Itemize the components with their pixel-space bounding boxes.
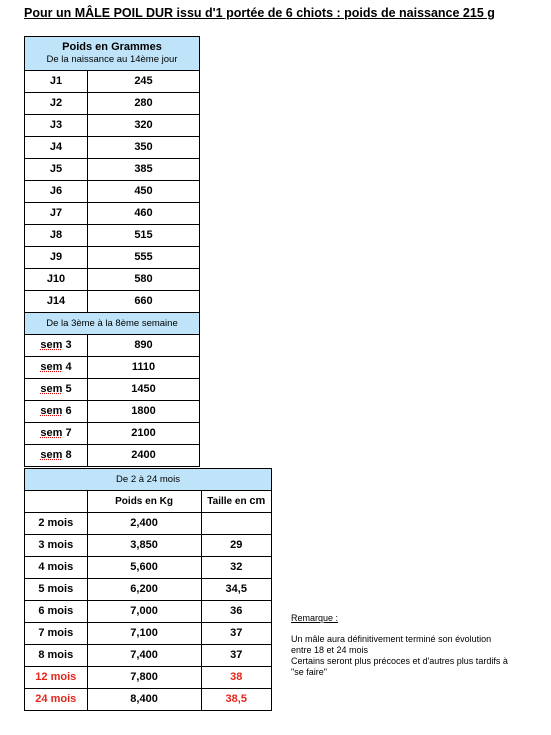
- table-row: [25, 93, 200, 115]
- day-label: J8: [25, 225, 88, 247]
- weight-grams: 515: [88, 225, 200, 247]
- weight-grams: 385: [88, 159, 200, 181]
- column-header-size-prefix: Taille en: [207, 496, 247, 507]
- week-prefix: sem: [40, 427, 63, 439]
- weight-kg: 7,100: [87, 623, 201, 645]
- weight-grams: 1110: [88, 357, 200, 379]
- remark-line: "se faire": [291, 667, 327, 677]
- age-label: 7 mois: [25, 623, 88, 645]
- table-row: [25, 445, 200, 467]
- table-row: [25, 247, 200, 269]
- size-cm: 32: [201, 557, 271, 579]
- week-number: 5: [65, 383, 72, 395]
- weight-grams: 2400: [88, 445, 200, 467]
- header-main: Poids en Grammes: [62, 41, 162, 54]
- size-cm: 38,5: [201, 689, 271, 711]
- day-label: J5: [25, 159, 88, 181]
- table-header-row: [25, 313, 200, 335]
- week-label: [25, 335, 88, 357]
- table-row: [25, 335, 200, 357]
- weight-grams: 555: [88, 247, 200, 269]
- weight-grams: 1800: [88, 401, 200, 423]
- table-row: [25, 513, 272, 535]
- column-header-size: [201, 491, 271, 513]
- day-label: J14: [25, 291, 88, 313]
- week-number: 3: [65, 339, 72, 351]
- age-label: 8 mois: [25, 645, 88, 667]
- empty-header-cell: [25, 491, 88, 513]
- size-cm: 29: [201, 535, 271, 557]
- weight-grams: 350: [88, 137, 200, 159]
- weight-kg: 3,850: [87, 535, 201, 557]
- table-row: [25, 269, 200, 291]
- day-label: J6: [25, 181, 88, 203]
- day-label: J4: [25, 137, 88, 159]
- week-prefix: sem: [40, 361, 63, 373]
- table-row: [25, 225, 200, 247]
- weight-kg: 7,000: [87, 601, 201, 623]
- week-label: [25, 357, 88, 379]
- weight-grams: 580: [88, 269, 200, 291]
- header-sub: De la naissance au 14ème jour: [46, 54, 178, 66]
- day-label: J1: [25, 71, 88, 93]
- day-label: J2: [25, 93, 88, 115]
- table-row: [25, 623, 272, 645]
- size-cm: 37: [201, 623, 271, 645]
- weight-kg: 8,400: [87, 689, 201, 711]
- weight-grams: 460: [88, 203, 200, 225]
- column-header-row: [25, 491, 272, 513]
- page-title: Pour un MÂLE POIL DUR issu d'1 portée de 6 chiots : poids de naissance 215 g: [24, 6, 495, 20]
- table-header: [25, 37, 200, 71]
- age-label: 3 mois: [25, 535, 88, 557]
- weight-kg: 5,600: [87, 557, 201, 579]
- table-row: [25, 423, 200, 445]
- section-header-weeks: De la 3ème à la 8ème semaine: [25, 313, 200, 335]
- week-number: 7: [65, 427, 72, 439]
- week-prefix: sem: [40, 339, 63, 351]
- week-number: 4: [65, 361, 72, 373]
- day-label: J3: [25, 115, 88, 137]
- age-label: 24 mois: [25, 689, 88, 711]
- table-row: [25, 71, 200, 93]
- table-row: [25, 137, 200, 159]
- remark-line: entre 18 et 24 mois: [291, 645, 369, 655]
- table-row: [25, 379, 200, 401]
- table-row: [25, 159, 200, 181]
- table-row: [25, 401, 200, 423]
- table-header-row: [25, 37, 200, 71]
- table-row: [25, 689, 272, 711]
- age-label: 12 mois: [25, 667, 88, 689]
- table-row: [25, 181, 200, 203]
- table-row: [25, 645, 272, 667]
- size-cm: [201, 513, 271, 535]
- week-label: [25, 379, 88, 401]
- table-row: [25, 291, 200, 313]
- remark-line: Un mâle aura définitivement terminé son évolution: [291, 634, 492, 644]
- weight-grams: 2100: [88, 423, 200, 445]
- week-label: [25, 445, 88, 467]
- weight-size-table-months: [24, 468, 272, 711]
- table-row: [25, 535, 272, 557]
- remark-title: Remarque :: [291, 613, 339, 623]
- weight-grams: 1450: [88, 379, 200, 401]
- day-label: J7: [25, 203, 88, 225]
- week-prefix: sem: [40, 383, 63, 395]
- size-cm: 38: [201, 667, 271, 689]
- table-header-row: [25, 469, 272, 491]
- weight-grams: 450: [88, 181, 200, 203]
- weight-kg: 6,200: [87, 579, 201, 601]
- weight-table-days-weeks: [24, 36, 200, 467]
- table-row: [25, 601, 272, 623]
- table-row: [25, 357, 200, 379]
- weight-grams: 245: [88, 71, 200, 93]
- table-row: [25, 203, 200, 225]
- weight-grams: 660: [88, 291, 200, 313]
- size-cm: 37: [201, 645, 271, 667]
- size-cm: 36: [201, 601, 271, 623]
- week-prefix: sem: [40, 405, 63, 417]
- column-header-size-unit: cm: [249, 495, 266, 507]
- column-header-weight: Poids en Kg: [87, 491, 201, 513]
- size-cm: 34,5: [201, 579, 271, 601]
- remark-line: Certains seront plus précoces et d'autres plus tardifs à: [291, 656, 508, 666]
- table-row: [25, 667, 272, 689]
- weight-kg: 7,400: [87, 645, 201, 667]
- weight-kg: 7,800: [87, 667, 201, 689]
- section-header-months: De 2 à 24 mois: [25, 469, 272, 491]
- weight-grams: 280: [88, 93, 200, 115]
- table-row: [25, 579, 272, 601]
- remark-note: [291, 613, 541, 678]
- table-row: [25, 557, 272, 579]
- week-label: [25, 423, 88, 445]
- table-row: [25, 115, 200, 137]
- day-label: J9: [25, 247, 88, 269]
- age-label: 2 mois: [25, 513, 88, 535]
- weight-grams: 320: [88, 115, 200, 137]
- week-label: [25, 401, 88, 423]
- week-prefix: sem: [40, 449, 63, 461]
- weight-kg: 2,400: [87, 513, 201, 535]
- day-label: J10: [25, 269, 88, 291]
- age-label: 4 mois: [25, 557, 88, 579]
- age-label: 6 mois: [25, 601, 88, 623]
- week-number: 6: [65, 405, 72, 417]
- age-label: 5 mois: [25, 579, 88, 601]
- week-number: 8: [65, 449, 72, 461]
- weight-grams: 890: [88, 335, 200, 357]
